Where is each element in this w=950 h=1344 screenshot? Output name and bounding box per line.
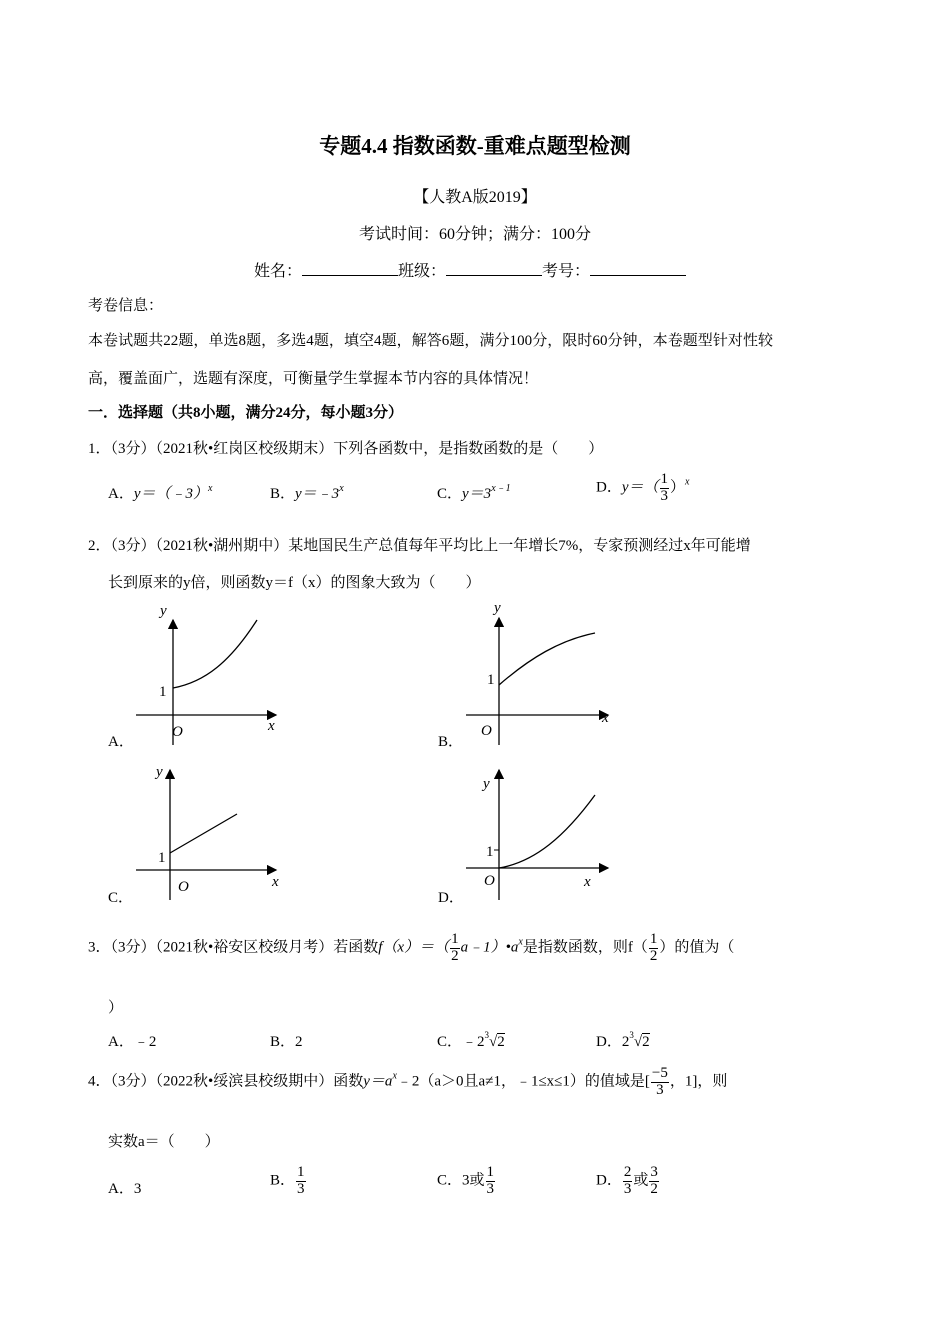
denominator: 2 <box>650 1180 658 1197</box>
q3-option-b <box>270 1030 303 1051</box>
option-label: A． <box>108 1034 134 1050</box>
tick-one: 1 <box>487 672 495 688</box>
denominator: 3 <box>656 1081 664 1098</box>
q4-option-d <box>596 1165 660 1198</box>
fraction <box>649 1165 659 1198</box>
origin-label: O <box>172 724 183 740</box>
option-label: C． <box>437 1034 463 1050</box>
stem-text: 4．（3分）（2022秋•绥滨县校级期中）函数 <box>88 1073 364 1090</box>
option-label: A． <box>108 486 134 502</box>
denominator: 3 <box>623 1180 632 1197</box>
option-label: A． <box>108 734 134 750</box>
q1-option-c <box>437 482 511 503</box>
stem-text: 3．（3分）（2021秋•裕安区校级月考）若函数 <box>88 939 379 956</box>
question-4-line2: 实数a＝（ ） <box>108 1134 220 1150</box>
stem-text: ）的值为（ <box>659 939 735 956</box>
q3-option-d <box>596 1030 650 1051</box>
stem-text: ，1]，则 <box>669 1073 728 1090</box>
x-label: x <box>268 718 275 734</box>
option-text: 2 <box>295 1034 303 1050</box>
exam-time: 考试时间：60分钟；满分：100分 <box>358 226 591 243</box>
name-blank <box>302 261 398 276</box>
denominator: 2 <box>649 947 658 964</box>
option-label: D． <box>596 1172 622 1189</box>
denominator: 3 <box>486 1180 495 1197</box>
question-2-line2: 长到原来的y倍，则函数y＝f（x）的图象大致为（ ） <box>108 575 481 591</box>
numerator: 1 <box>297 1164 305 1180</box>
exponent: x <box>392 1070 397 1082</box>
fraction <box>623 1165 633 1198</box>
option-text: y＝3 <box>462 486 492 502</box>
radical-sign: √ <box>633 1034 643 1050</box>
option-text: 3或 <box>462 1172 485 1189</box>
q4-option-b <box>270 1165 307 1198</box>
option-text: y＝（ <box>621 479 659 496</box>
option-label: D． <box>596 1034 622 1050</box>
q1-option-d <box>596 472 689 505</box>
question-4-stem <box>88 1066 727 1099</box>
y-label: y <box>160 603 167 619</box>
question-1-stem: 1．（3分）（2021秋•红岗区校级期末）下列各函数中，是指数函数的是（ ） <box>88 441 604 457</box>
name-label: 姓名： <box>254 263 303 280</box>
option-label: B． <box>438 734 464 750</box>
q3-option-a <box>108 1030 156 1051</box>
info-heading: 考卷信息： <box>88 298 164 314</box>
y-label: y <box>156 764 163 780</box>
fraction <box>296 1165 306 1198</box>
exponent: x <box>518 936 523 948</box>
graph-d <box>430 758 630 908</box>
option-text: ﹣2 <box>133 1034 157 1050</box>
option-label: B． <box>270 486 296 502</box>
stem-text: ﹣2（a＞0且a≠1，﹣1≤x≤1）的值域是[ <box>396 1073 650 1090</box>
x-label: x <box>584 874 591 890</box>
name-field <box>254 258 686 281</box>
question-3-stem <box>88 932 734 965</box>
denominator: 3 <box>297 1180 305 1197</box>
option-label: D． <box>596 479 622 496</box>
curve <box>499 633 595 685</box>
class-label: 班级： <box>398 263 447 280</box>
stem-text: a﹣1）•a <box>460 939 519 956</box>
tick-one: 1 <box>158 850 166 866</box>
fraction <box>649 932 659 965</box>
fraction <box>486 1165 496 1198</box>
number-blank <box>590 261 686 276</box>
option-label: B． <box>270 1172 296 1189</box>
q1-option-a <box>108 482 212 503</box>
paren: ） <box>670 479 686 496</box>
tick-one: 1 <box>486 844 494 860</box>
info-line2: 高，覆盖面广，选题有深度，可衡量学生掌握本节内容的具体情况！ <box>88 371 539 387</box>
root-index: 3 <box>484 1030 490 1040</box>
numerator: 1 <box>451 931 459 947</box>
option-label: B． <box>270 1034 296 1050</box>
exponent: x <box>339 483 344 494</box>
numerator: 2 <box>623 1164 632 1180</box>
numerator: −5 <box>651 1065 668 1081</box>
number-label: 考号： <box>542 263 591 280</box>
y-label: y <box>494 600 501 616</box>
curve <box>173 620 257 688</box>
fraction <box>651 1066 669 1099</box>
exponent: x <box>685 476 690 488</box>
stem-func: f（x）＝（ <box>378 939 450 956</box>
x-label: x <box>602 710 609 726</box>
q4-option-a <box>108 1177 141 1198</box>
option-text: 或 <box>633 1172 649 1189</box>
option-text: ﹣2 <box>462 1034 485 1050</box>
curve <box>499 795 595 868</box>
denominator: 2 <box>451 947 459 964</box>
question-3-cont: ） <box>108 1000 124 1016</box>
radical-sign: √ <box>489 1034 498 1050</box>
graph-b <box>430 600 630 760</box>
q1-option-b <box>270 482 344 503</box>
option-label: C． <box>108 890 134 906</box>
radicand: 2 <box>642 1034 650 1050</box>
page-title: 专题4.4 指数函数-重难点题型检测 <box>319 134 631 158</box>
class-blank <box>446 261 542 276</box>
q3-option-c <box>437 1030 505 1051</box>
option-label: A． <box>108 1181 134 1197</box>
curve <box>170 814 237 853</box>
q4-option-c <box>437 1165 496 1198</box>
option-text: 2 <box>621 1034 630 1050</box>
stem-text: 是指数函数，则f（ <box>522 939 648 956</box>
numerator: 1 <box>660 471 669 487</box>
x-label: x <box>272 874 279 890</box>
exponent: x﹣1 <box>491 483 511 494</box>
option-text: y＝﹣3 <box>295 486 340 502</box>
graph-a <box>100 600 300 760</box>
denominator: 3 <box>660 487 669 504</box>
option-label: C． <box>437 486 463 502</box>
fraction <box>450 932 460 965</box>
section-heading: 一．选择题（共8小题，满分24分，每小题3分） <box>88 405 404 421</box>
graph-c <box>100 758 300 908</box>
question-2-line1: 2．（3分）（2021秋•湖州期中）某地国民生产总值每年平均比上一年增长7%，专家预测经过x年可能增 <box>88 538 751 554</box>
origin-label: O <box>481 723 492 739</box>
exponent: x <box>208 483 213 494</box>
option-label: C． <box>437 1172 463 1189</box>
origin-label: O <box>484 873 495 889</box>
fraction <box>660 472 670 505</box>
stem-func: y＝a <box>363 1073 393 1090</box>
origin-label: O <box>178 879 189 895</box>
root-index: 3 <box>629 1030 634 1040</box>
y-label: y <box>483 776 490 792</box>
option-text: y＝（﹣3） <box>133 486 209 502</box>
option-text: 3 <box>133 1181 142 1197</box>
numerator: 1 <box>486 1164 495 1180</box>
option-label: D． <box>438 890 464 906</box>
radicand: 2 <box>497 1034 505 1050</box>
numerator: 1 <box>649 931 658 947</box>
tick-one: 1 <box>159 684 167 700</box>
numerator: 3 <box>650 1164 658 1180</box>
info-line1: 本卷试题共22题，单选8题，多选4题，填空4题，解答6题，满分100分，限时60分钟，本卷题型针对性较 <box>88 333 774 349</box>
edition-label: 【人教A版2019】 <box>413 189 537 206</box>
